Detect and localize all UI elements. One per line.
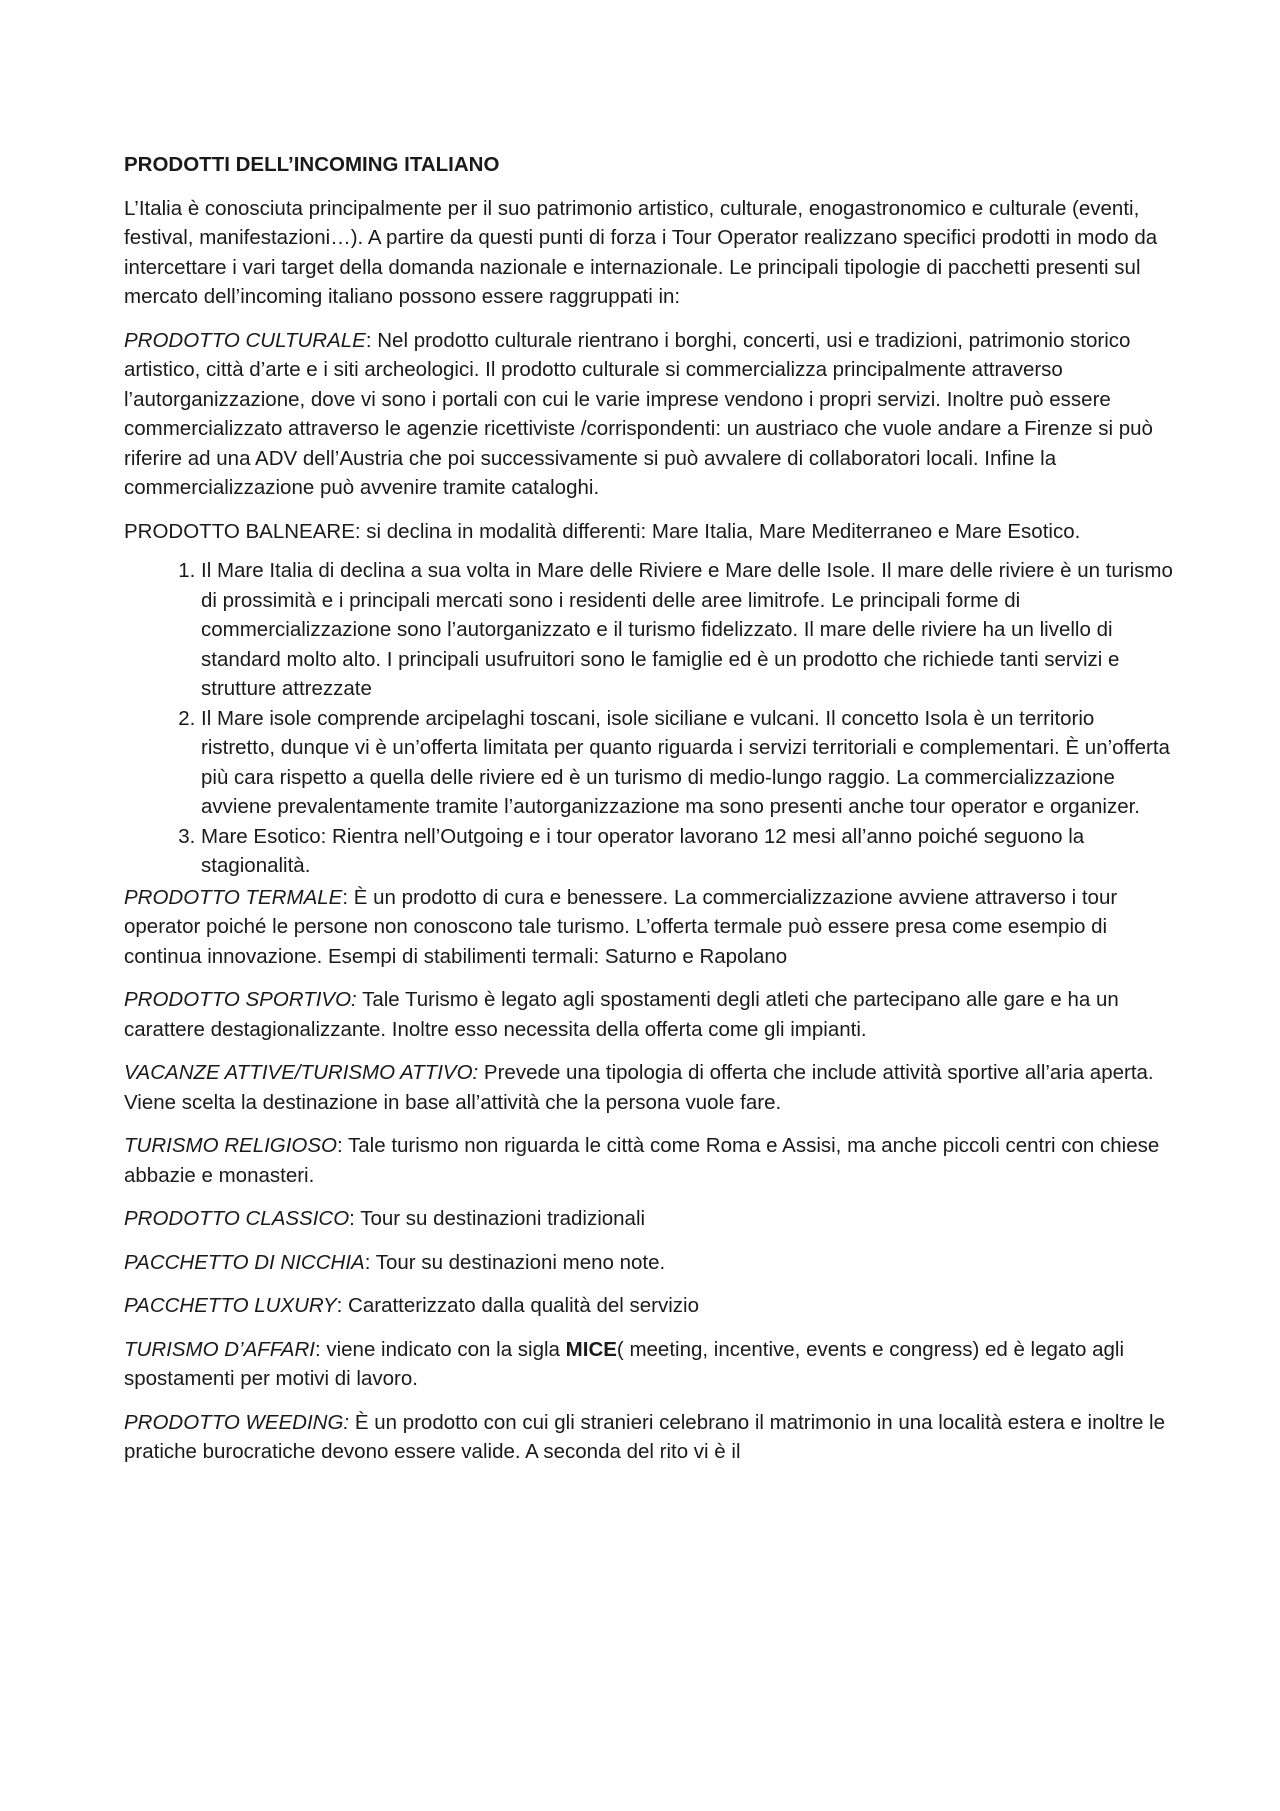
list-item: 3. Mare Esotico: Rientra nell’Outgoing e i tour operator lavorano 12 mesi all’anno poiché seguono la stagionalità.: [201, 822, 1174, 881]
list-item: 2. Il Mare isole comprende arcipelaghi toscani, isole siciliane e vulcani. Il concetto Isola è un territorio ristretto, dunque vi è un’offerta limitata per quanto riguarda i servizi territoriali e complementari. È un’offerta più cara rispetto a quella delle riviere ed è un turismo di medio-lungo raggio. La commercializzazione avviene prevalentamente tramite l’autorganizzazione ma sono presenti anche tour operator e organizer.: [201, 704, 1174, 822]
list-item: 1. Il Mare Italia di declina a sua volta in Mare delle Riviere e Mare delle Isole. Il mare delle riviere è un turismo di prossimità e i principali mercati sono i residenti delle aree limitrofe. Le principali forme di commercializzazione sono l’autorganizzato e il turismo fidelizzato. Il mare delle riviere ha un livello di standard molto alto. I principali usufruitori sono le famiglie ed è un prodotto che richiede tanti servizi e strutture attrezzate: [201, 556, 1174, 704]
mice-acronym: MICE: [565, 1337, 617, 1361]
section-label: PRODOTTO SPORTIVO:: [124, 988, 357, 1011]
document-title: PRODOTTI DELL’INCOMING ITALIANO: [124, 153, 500, 176]
balneare-list: [124, 556, 1174, 881]
section-text: : È un prodotto di cura e benessere. La commercializzazione avviene attraverso i tour operator poiché le persone non conoscono tale turismo. L’offerta termale può essere presa come esempio di continua innovazione. Esempi di stabilimenti termali: Saturno e Rapolano: [124, 885, 1118, 968]
section-culturale: [124, 326, 1174, 503]
section-text: : Tale turismo non riguarda le città come Roma e Assisi, ma anche piccoli centri con chiese abbazie e monasteri.: [124, 1134, 1160, 1187]
section-label: PRODOTTO CULTURALE: [124, 328, 366, 352]
section-label: PACCHETTO DI NICCHIA: [124, 1250, 365, 1274]
section-text: È un prodotto con cui gli stranieri celebrano il matrimonio in una località estera e inoltre le pratiche burocratiche devono essere valide. A seconda del rito vi è il: [124, 1410, 1166, 1463]
section-attive: [124, 1058, 1174, 1117]
section-classico: [124, 1204, 1174, 1234]
section-text: : viene indicato con la sigla: [314, 1337, 566, 1361]
document-page: [124, 150, 1174, 1481]
section-label: PRODOTTO WEEDING:: [124, 1410, 350, 1434]
section-termale: [124, 883, 1174, 972]
section-weeding: [124, 1408, 1174, 1467]
section-label: PACCHETTO LUXURY: [124, 1294, 337, 1317]
section-text: : Tour su destinazioni meno note.: [364, 1250, 666, 1274]
section-text: ( meeting, incentive, events e congress) ed è legato agli spostamenti per motivi di lavoro.: [124, 1337, 1125, 1390]
section-label: TURISMO D’AFFARI: [124, 1337, 315, 1361]
section-text: : Caratterizzato dalla qualità del servizio: [336, 1294, 699, 1317]
section-religioso: [124, 1131, 1174, 1190]
section-nicchia: [124, 1248, 1174, 1278]
section-text: Tale Turismo è legato agli spostamenti degli atleti che partecipano alle gare e ha un carattere destagionalizzante. Inoltre esso necessita della offerta come gli impianti.: [124, 988, 1119, 1041]
section-text: : si declina in modalità differenti: Mare Italia, Mare Mediterraneo e Mare Esotico.: [354, 519, 1081, 543]
section-label: TURISMO RELIGIOSO: [124, 1134, 337, 1157]
section-balneare: [124, 517, 1174, 547]
section-affari: [124, 1335, 1174, 1394]
section-sportivo: [124, 985, 1174, 1044]
section-label: PRODOTTO CLASSICO: [124, 1207, 350, 1230]
section-label: PRODOTTO BALNEARE: [124, 519, 355, 543]
section-luxury: [124, 1291, 1174, 1321]
section-text: : Nel prodotto culturale rientrano i borghi, concerti, usi e tradizioni, patrimonio storico artistico, città d’arte e i siti archeologici. Il prodotto culturale si commercializza principalmente attraverso l’autorganizzazione, dove vi sono i portali con cui le varie imprese vendono i propri servizi. Inoltre può essere commercializzato attraverso le agenzie ricettiviste /corrispondenti: un austriaco che vuole andare a Firenze si può riferire ad una ADV dell’Austria che poi successivamente si può avvalere di collaboratori locali. Infine la commercializzazione può avvenire tramite cataloghi.: [124, 328, 1153, 499]
section-text: Prevede una tipologia di offerta che include attività sportive all’aria aperta. Viene scelta la destinazione in base all’attività che la persona vuole fare.: [124, 1061, 1154, 1114]
intro-paragraph: L’Italia è conosciuta principalmente per il suo patrimonio artistico, culturale, enogastronomico e culturale (eventi, festival, manifestazioni…). A partire da questi punti di forza i Tour Operator realizzano specifici prodotti in modo da intercettare i vari target della domanda nazionale e internazionale. Le principali tipologie di pacchetti presenti sul mercato dell’incoming italiano possono essere raggruppati in:: [124, 196, 1158, 308]
section-label: PRODOTTO TERMALE: [124, 885, 343, 909]
section-text: : Tour su destinazioni tradizionali: [349, 1207, 646, 1230]
section-label: VACANZE ATTIVE/TURISMO ATTIVO:: [124, 1061, 479, 1084]
